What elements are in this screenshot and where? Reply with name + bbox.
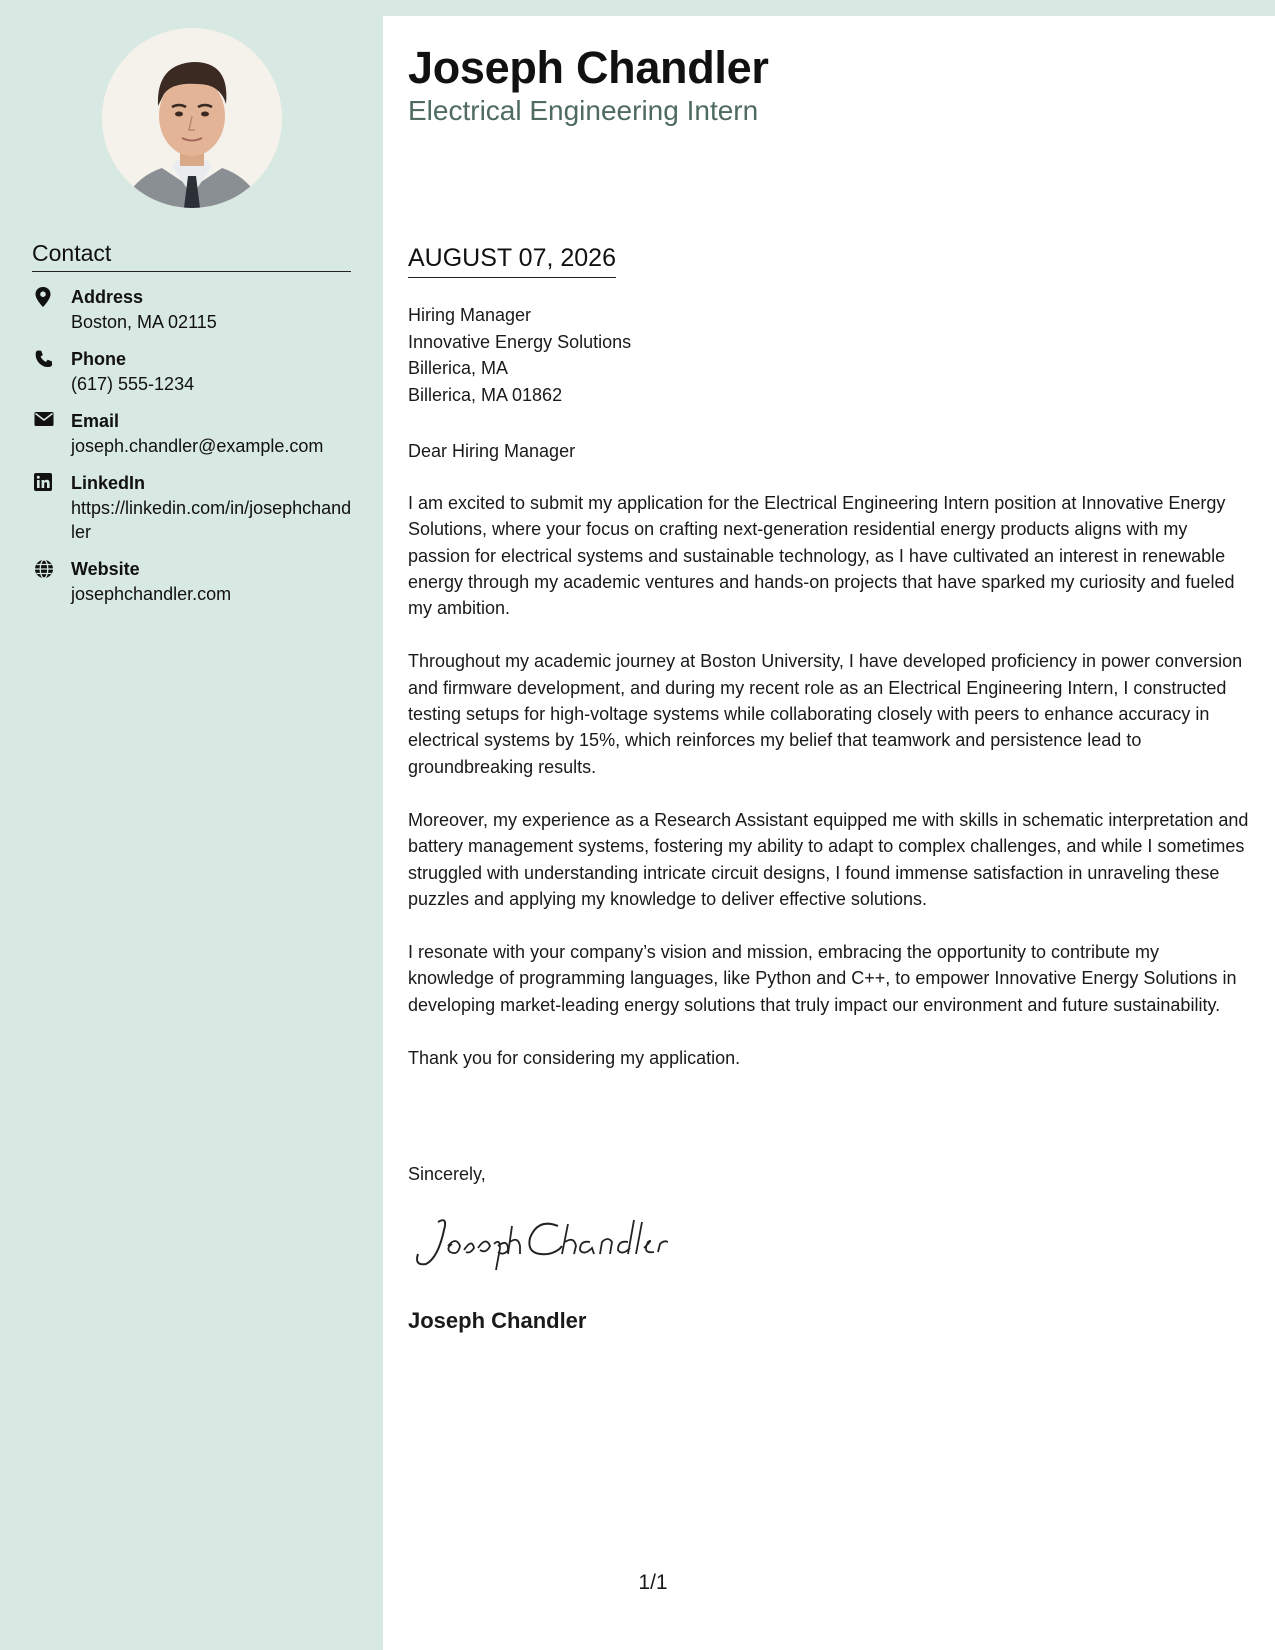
sidebar (0, 0, 383, 1650)
recipient-title: Hiring Manager (408, 305, 532, 325)
contact-item-address (32, 285, 352, 334)
letter-date: AUGUST 07, 2026 (408, 244, 616, 278)
applicant-role: Electrical Engineering Intern (408, 95, 759, 126)
body-paragraph: Thank you for considering my application. (408, 1048, 741, 1069)
profile-photo (102, 28, 282, 208)
contact-item-email (32, 409, 352, 458)
linkedin-icon (34, 473, 54, 493)
portrait-image (102, 28, 282, 208)
contact-value: Boston, MA 02115 (71, 312, 217, 332)
letter-panel (383, 16, 1275, 1650)
contact-item-linkedin (32, 471, 352, 544)
contact-value: https://linkedin.com/in/josephchandler (71, 498, 352, 542)
contact-label: Email (71, 411, 120, 431)
contact-label: Website (71, 559, 140, 579)
contact-value: joseph.chandler@example.com (71, 436, 324, 456)
globe-icon (34, 559, 54, 579)
recipient-block (408, 302, 631, 408)
closing: Sincerely, (408, 1164, 486, 1184)
recipient-city: Billerica, MA (408, 358, 509, 378)
signer-name: Joseph Chandler (408, 1308, 587, 1333)
contact-value: josephchandler.com (71, 584, 232, 604)
recipient-address: Billerica, MA 01862 (408, 384, 563, 405)
contact-label: Phone (71, 349, 127, 369)
contact-item-phone (32, 347, 352, 396)
location-pin-icon (34, 287, 54, 307)
contact-item-website (32, 557, 352, 606)
contact-list (32, 285, 352, 619)
contact-label: LinkedIn (71, 473, 146, 493)
applicant-name: Joseph Chandler (408, 42, 769, 93)
phone-icon (34, 349, 54, 369)
contact-value: (617) 555-1234 (71, 374, 195, 394)
body-paragraph: Throughout my academic journey at Boston University, I have developed proficiency in power conversion and firmware development, and during my recent role as an Electrical Engineering Intern, I constructed testing setups for high-voltage systems while collaborating closely with peers to enhance accuracy in electrical systems by 15%, which reinforces my belief that teamwork and persistence lead to groundbreaking results. (408, 651, 1243, 777)
body-paragraph: Moreover, my experience as a Research Assistant equipped me with skills in schematic interpretation and battery management systems, fostering my ability to adapt to complex challenges, and while I sometimes struggled with understanding intricate circuit designs, I found immense satisfaction in unraveling these puzzles and applying my knowledge to deliver effective solutions. (408, 809, 1249, 909)
body-paragraph: I am excited to submit my application for the Electrical Engineering Intern position at Innovative Energy Solutions, where your focus on crafting next-generation residential energy products aligns with my passion for electrical systems and sustainable technology, as I have cultivated an interest in renewable energy through my academic ventures and hands-on projects that have sparked my curiosity and fueled my ambition. (408, 493, 1235, 619)
recipient-company: Innovative Energy Solutions (408, 331, 632, 352)
contact-heading: Contact (32, 240, 351, 272)
contact-label: Address (71, 287, 144, 307)
letter-body (408, 490, 1250, 1098)
body-paragraph: I resonate with your company’s vision and mission, embracing the opportunity to contribute my knowledge of programming languages, like Python and C++, to empower Innovative Energy Solutions in developing market-leading energy solutions that truly impact our environment and future sustainability. (408, 942, 1237, 1015)
salutation: Dear Hiring Manager (408, 441, 576, 461)
handwritten-signature (408, 1208, 668, 1283)
envelope-icon (34, 411, 54, 431)
page-number: 1/1 (638, 1571, 668, 1594)
